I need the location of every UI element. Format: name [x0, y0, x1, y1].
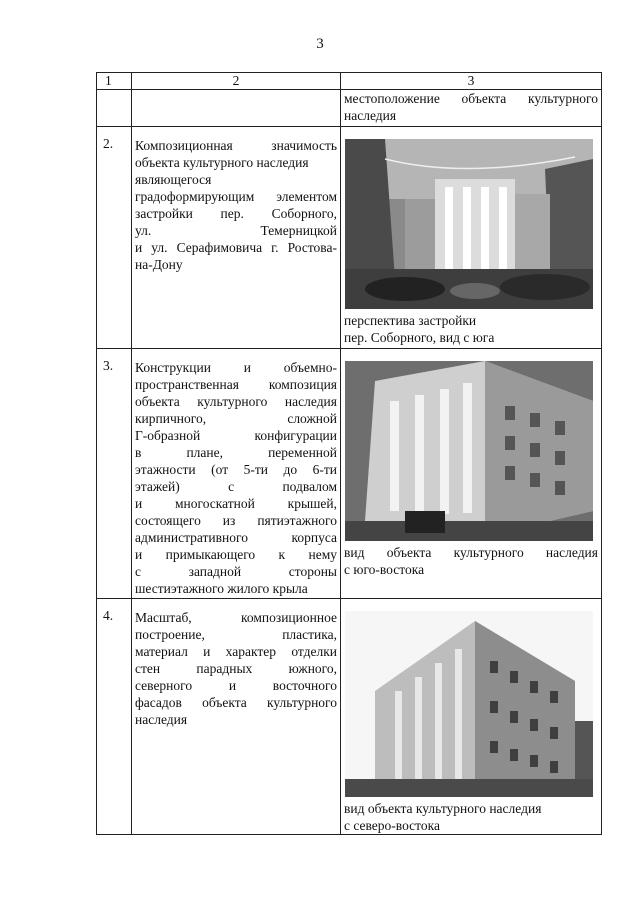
photo-caption: вид объекта культурного наследия с юго-востока	[344, 545, 598, 577]
continuation-row	[97, 90, 602, 127]
row-photo-cell	[341, 599, 602, 835]
row-description: Конструкции и объемно- пространственная композиция объекта культурного наследия кирпичного, сложной Г-образной конфигурации в плане, переменной этажности (от 5-ти до 6-ти этажей) с подвалом и многоскатной крышей, состоящего из пятиэтажного административного корпуса и примыкающего к нему с западной стороны шестиэтажного жилого крыла	[132, 349, 341, 599]
header-col-1: 1	[97, 73, 132, 90]
table-row	[97, 349, 602, 599]
row-number: 4.	[97, 599, 132, 835]
row-description: Масштаб, композиционное построение, пластика, материал и характер отделки стен парадных южного, северного и восточного фасадов объекта культурного наследия	[132, 599, 341, 835]
building-northeast-photo	[345, 611, 593, 797]
photo-caption: вид объекта культурного наследия с северо-востока	[344, 801, 542, 833]
photo-caption: перспектива застройки пер. Соборного, вид с юга	[344, 313, 495, 345]
header-col-3: 3	[341, 73, 602, 90]
continuation-text: местоположение объекта культурного наследия	[341, 90, 602, 127]
row-photo-cell	[341, 127, 602, 349]
table-header-row	[97, 73, 602, 90]
heritage-table	[96, 72, 602, 835]
street-perspective-photo	[345, 139, 593, 309]
table-row	[97, 127, 602, 349]
table-row	[97, 599, 602, 835]
building-southeast-photo	[345, 361, 593, 541]
row-number: 2.	[97, 127, 132, 349]
header-col-2: 2	[132, 73, 341, 90]
row-number: 3.	[97, 349, 132, 599]
row-description: Композиционная значимость объекта культурного наследия являющегося градоформирующим элементом застройки пер. Соборного, ул. Темерницкой и ул. Серафимовича г. Ростова- на-Дону	[132, 127, 341, 349]
row-photo-cell	[341, 349, 602, 599]
page-number: 3	[316, 36, 324, 52]
